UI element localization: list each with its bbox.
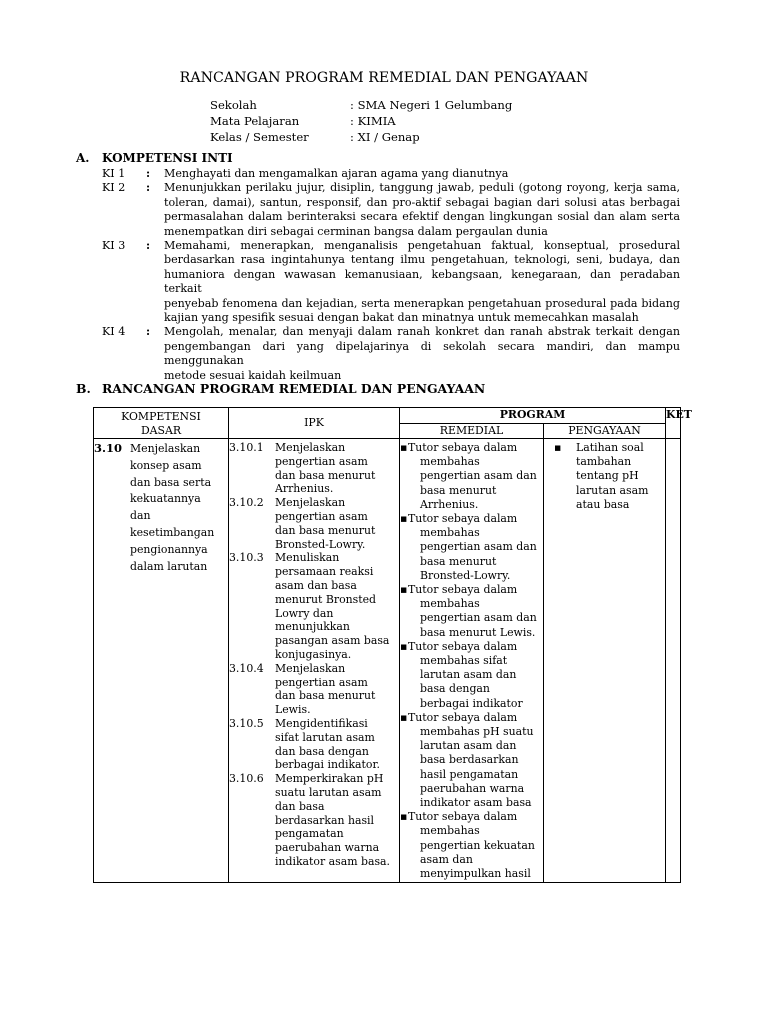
ipk-line: sifat larutan asam	[275, 730, 375, 744]
ipk-item	[229, 717, 399, 772]
remedial-line: basa berdasarkan	[420, 753, 519, 767]
kd-description	[130, 441, 214, 575]
pengayaan-line: tentang pH	[576, 469, 639, 483]
ipk-line: dan basa menurut	[275, 523, 376, 537]
kd-line: konsep asam	[130, 458, 202, 472]
ipk-code: 3.10.6	[229, 772, 264, 786]
bullet-icon: ▪	[554, 441, 562, 454]
remedial-line: Tutor sebaya dalam	[408, 710, 518, 724]
kd-line: dalam larutan	[130, 559, 208, 573]
remedial-line: Bronsted-Lowry.	[420, 568, 511, 582]
meta-row	[210, 129, 630, 145]
remedial-line: pengertian kekuatan	[420, 838, 535, 852]
bullet-icon: ▪	[400, 512, 408, 526]
ki-label: KI 2	[102, 181, 126, 195]
kd-number: 3.10	[94, 441, 123, 455]
remedial-line: Tutor sebaya dalam	[408, 639, 518, 653]
meta-label: Kelas / Semester	[210, 130, 309, 144]
remedial-line: asam dan	[420, 852, 473, 866]
ipk-item	[229, 772, 399, 869]
ipk-line: Memperkirakan pH	[275, 772, 384, 786]
ki-colon: :	[146, 239, 151, 253]
meta-label: Sekolah	[210, 98, 257, 112]
ki-text	[164, 239, 680, 325]
ipk-line: menurut Bronsted	[275, 592, 377, 606]
remedial-line: hasil pengamatan	[420, 767, 519, 781]
ipk-line: pengertian asam	[275, 509, 368, 523]
ipk-line: paerubahan warna	[275, 841, 380, 855]
ki-line: Memahami, menerapkan, menganalisis pengetahuan faktual, konseptual, prosedural	[164, 239, 680, 253]
ipk-line: Lowry dan	[275, 606, 334, 620]
remedial-line: Tutor sebaya dalam	[408, 583, 518, 597]
kd-cell	[94, 439, 229, 883]
ki-line: pengembangan dari yang dipelajarinya di sekolah secara mandiri, dan mampu menggunakan	[164, 339, 680, 368]
bullet-icon: ▪	[400, 810, 408, 824]
kd-line: kekuatannya	[130, 492, 201, 506]
ipk-line: dan basa menurut	[275, 689, 376, 703]
ipk-line: berbagai indikator.	[275, 758, 380, 772]
remedial-line: membahas	[420, 526, 480, 540]
bullet-icon: ▪	[400, 441, 408, 454]
remedial-item	[400, 640, 543, 711]
remedial-line: membahas	[420, 824, 480, 838]
ipk-line: Menjelaskan	[275, 661, 346, 675]
ki-line: metode sesuai kaidah keilmuan	[164, 368, 342, 382]
remedial-line: pengertian asam dan	[420, 469, 537, 483]
ipk-line: indikator asam basa.	[275, 854, 391, 868]
bullet-icon: ▪	[400, 583, 408, 597]
meta-block	[210, 97, 630, 145]
ki-label: KI 1	[102, 167, 126, 180]
ki-line: menempatkan diri sebagai cerminan bangsa dalam pergaulan dunia	[164, 224, 548, 238]
ki-line: permasalahan dalam berinteraksi secara efektif dengan lingkungan sosial dan alam serta	[164, 210, 680, 224]
remedial-line: pengertian asam dan	[420, 540, 537, 554]
ipk-line: Bronsted-Lowry.	[275, 537, 366, 551]
ki-line: Menghayati dan mengamalkan ajaran agama yang dianutnya	[164, 167, 509, 180]
pengayaan-line: larutan asam	[576, 483, 649, 497]
ki-colon: :	[146, 325, 151, 339]
ipk-code: 3.10.3	[229, 551, 264, 565]
ipk-line: dan basa menurut	[275, 468, 376, 482]
ipk-item	[229, 496, 399, 551]
ki-item	[102, 239, 680, 325]
remedial-line: menyimpulkan hasil	[420, 867, 531, 881]
ipk-line: pengertian asam	[275, 454, 368, 468]
remedial-line: pengertian asam dan	[420, 611, 537, 625]
remedial-line: basa menurut Lewis.	[420, 625, 536, 639]
ki-line: Mengolah, menalar, dan menyaji dalam ranah konkret dan ranah abstrak terkait dengan	[164, 325, 680, 339]
ipk-line: asam dan basa	[275, 578, 357, 592]
pengayaan-line: atau basa	[576, 497, 630, 511]
remedial-line: basa menurut	[420, 554, 497, 568]
ki-line: Menunjukkan perilaku jujur, disiplin, tanggung jawab, peduli (gotong royong, kerja sama,	[164, 181, 680, 195]
ipk-line: suatu larutan asam	[275, 785, 382, 799]
ki-text	[164, 325, 680, 383]
kd-line: pengionannya	[130, 542, 208, 556]
kd-line: Menjelaskan	[130, 442, 201, 455]
remedial-item	[400, 711, 543, 810]
remedial-item	[400, 583, 543, 640]
ipk-code: 3.10.5	[229, 716, 264, 730]
remedial-line: basa menurut	[420, 483, 497, 497]
ipk-line: Arrhenius.	[275, 482, 334, 496]
ipk-line: Menjelaskan	[275, 496, 346, 510]
header-ipk: IPK	[229, 408, 400, 439]
bullet-icon: ▪	[400, 710, 408, 724]
remedial-line: membahas	[420, 455, 480, 469]
ki-line: toleran, damai), santun, responsif, dan pro-aktif sebagai bagian dari solusi atas berbagai	[164, 195, 680, 209]
section-a-letter: A.	[76, 151, 90, 165]
table-row	[94, 439, 681, 883]
ipk-line: berdasarkan hasil	[275, 813, 375, 827]
document-title: RANCANGAN PROGRAM REMEDIAL DAN PENGAYAAN	[179, 70, 589, 86]
ipk-item	[229, 662, 399, 717]
pengayaan-line: tambahan	[576, 455, 632, 469]
bullet-icon: ▪	[400, 639, 408, 653]
ki-colon: :	[146, 181, 151, 195]
remedial-line: basa dengan	[420, 682, 490, 696]
ipk-cell	[229, 439, 400, 883]
ki-item	[102, 325, 680, 383]
ipk-line: pengamatan	[275, 827, 344, 841]
kd-line: dan	[130, 509, 151, 523]
remedial-item	[400, 441, 543, 512]
header-ket: KET	[666, 408, 681, 439]
remedial-line: paerubahan warna	[420, 781, 525, 795]
ki-text	[164, 181, 680, 239]
remedial-line: membahas sifat	[420, 654, 508, 668]
ket-cell	[666, 439, 681, 883]
ipk-line: persamaan reaksi	[275, 565, 374, 579]
ipk-line: dan basa dengan	[275, 744, 369, 758]
remedial-line: berbagai indikator	[420, 696, 523, 710]
section-b-letter: B.	[76, 381, 91, 396]
remedial-line: membahas	[420, 597, 480, 611]
remedial-line: larutan asam dan	[420, 739, 517, 753]
remedial-item	[400, 512, 543, 583]
kd-line: dan basa serta	[130, 475, 212, 489]
remedial-line: indikator asam basa	[420, 796, 532, 810]
meta-label: Mata Pelajaran	[210, 114, 300, 128]
ki-item	[102, 181, 680, 239]
meta-value: : XI / Genap	[350, 130, 420, 144]
meta-value: : SMA Negeri 1 Gelumbang	[350, 98, 513, 112]
remedial-line: Tutor sebaya dalam	[408, 512, 518, 526]
header-remedial: REMEDIAL	[400, 423, 544, 439]
remedial-line: Tutor sebaya dalam	[408, 441, 518, 454]
ipk-item	[229, 551, 399, 661]
ipk-line: Lewis.	[275, 703, 311, 717]
ki-list	[102, 167, 680, 383]
section-a-heading	[76, 151, 233, 165]
ki-label: KI 4	[102, 325, 126, 339]
ki-line: kajian yang spesifik sesuai dengan bakat dan minatnya untuk memecahkan masalah	[164, 311, 639, 325]
ipk-item	[229, 441, 399, 496]
ipk-code: 3.10.1	[229, 441, 264, 454]
pengayaan-line: Latihan soal	[576, 441, 644, 454]
ki-item	[102, 167, 680, 181]
remedial-item	[400, 810, 543, 881]
header-pengayaan: PENGAYAAN	[544, 423, 666, 439]
ki-label: KI 3	[102, 239, 126, 253]
ipk-code: 3.10.2	[229, 496, 264, 510]
program-table	[93, 407, 692, 883]
remedial-cell	[400, 439, 544, 883]
ki-line: berdasarkan rasa ingintahunya tentang ilmu pengetahuan, teknologi, seni, budaya, dan	[164, 253, 680, 267]
ki-line: humaniora dengan wawasan kemanusiaan, kebangsaan, kenegaraan, dan peradaban terkait	[164, 267, 680, 296]
ipk-line: Menuliskan	[275, 551, 340, 565]
pengayaan-cell	[544, 439, 666, 883]
header-row-1	[94, 408, 681, 424]
pengayaan-item	[544, 441, 665, 512]
section-a-title: KOMPETENSI INTI	[102, 151, 233, 165]
ipk-line: konjugasinya.	[275, 647, 352, 661]
ipk-code: 3.10.4	[229, 661, 264, 675]
section-b-heading	[76, 381, 485, 396]
ipk-line: Menjelaskan	[275, 441, 346, 454]
ki-text	[164, 167, 680, 181]
remedial-line: larutan asam dan	[420, 668, 517, 682]
remedial-line: Arrhenius.	[420, 497, 479, 511]
ipk-line: pengertian asam	[275, 675, 368, 689]
remedial-line: membahas pH suatu	[420, 725, 534, 739]
ipk-line: pasangan asam basa	[275, 634, 390, 648]
meta-row	[210, 97, 630, 113]
meta-row	[210, 113, 630, 129]
kd-line: kesetimbangan	[130, 525, 215, 539]
meta-value: : KIMIA	[350, 114, 396, 128]
remedial-line: Tutor sebaya dalam	[408, 810, 518, 824]
header-kd-line: DASAR	[140, 424, 182, 437]
section-b-title: RANCANGAN PROGRAM REMEDIAL DAN PENGAYAAN	[102, 381, 486, 396]
header-kd-line: KOMPETENSI	[121, 410, 201, 423]
header-program: PROGRAM	[400, 408, 666, 424]
ipk-line: dan basa	[275, 799, 325, 813]
ki-colon: :	[146, 167, 151, 180]
ipk-line: menunjukkan	[275, 620, 350, 634]
ipk-line: Mengidentifikasi	[275, 716, 368, 730]
header-kd	[94, 408, 229, 439]
ki-line: penyebab fenomena dan kejadian, serta menerapkan pengetahuan prosedural pada bidang	[164, 296, 680, 310]
